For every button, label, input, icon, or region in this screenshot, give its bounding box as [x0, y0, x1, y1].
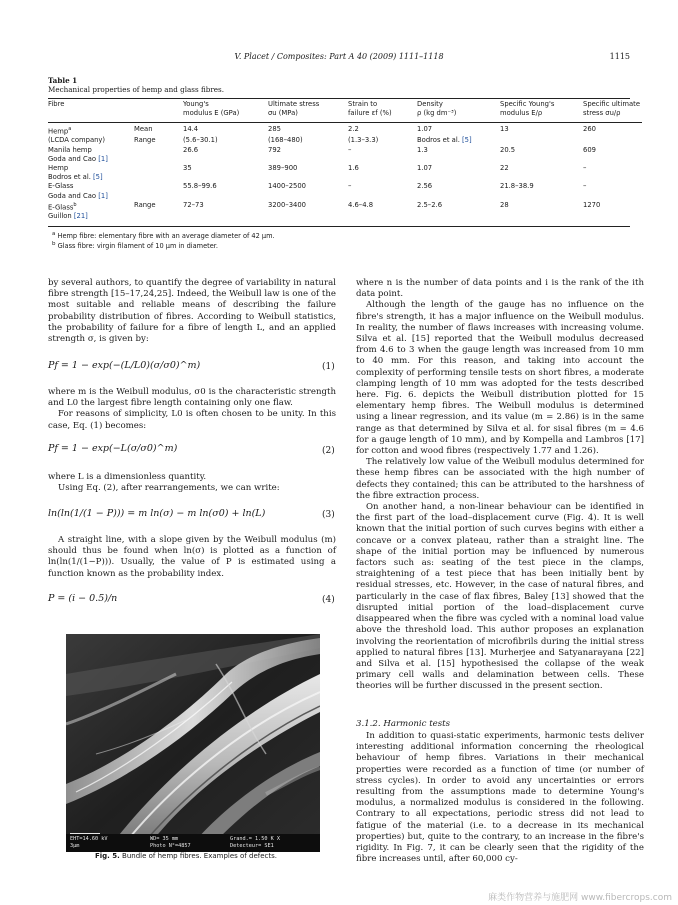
table-top-rule — [48, 98, 630, 99]
table-cell: 2.2 — [348, 125, 359, 133]
table-row — [48, 201, 642, 212]
table-cell: 1270 — [583, 200, 601, 209]
table-row — [48, 146, 642, 155]
sem-scale-bar — [70, 833, 100, 834]
table-cell: Bodros et al. [5] — [48, 173, 103, 182]
col-header-stat — [134, 100, 183, 122]
table-cell — [268, 192, 348, 201]
table-row — [48, 125, 642, 136]
table-cell — [500, 155, 583, 164]
table-cell: 22 — [500, 164, 509, 173]
table-cell — [417, 192, 500, 201]
table-row — [48, 164, 642, 173]
table-header-row — [48, 100, 642, 122]
right-column-lower — [356, 731, 644, 865]
table-cell: 609 — [583, 145, 596, 154]
table-cell — [268, 173, 348, 182]
table-cell: 2.5–2.6 — [417, 200, 443, 209]
left-paragraph-6: A straight line, with a slope given by the Weibull modulus (m) should thus be found when ln(σ) is plotted as a function of ln(ln(1/(1−P))). Usually, the value of P is estimated using a function known as the probability index. — [48, 535, 336, 579]
left-paragraph-1: by several authors, to quantify the degree of variability in natural fibre strength [15–17,24,25]. Indeed, the Weibull law is one of the most suitable and reliable means of describing the failure probability distribution of fibres. According to Weibull statistics, the probability of failure for a fibre of length L, and an applied strength σ, is given by: — [48, 278, 336, 345]
table-cell — [268, 212, 348, 221]
sem-info-left: EHT=14.60 kV 3μm — [70, 836, 108, 849]
table-cell: (1.3–3.3) — [348, 136, 379, 145]
table-row — [48, 192, 642, 201]
table-row — [48, 155, 642, 164]
table-cell: E-Glass$^b$ — [48, 201, 77, 212]
table-cell: 389–900 — [268, 164, 298, 173]
table-cell: Hemp — [48, 164, 69, 173]
sem-info-mid: WD= 35 mm Photo N°=4857 — [150, 836, 191, 849]
table-cell — [500, 173, 583, 182]
col-header-young: Young's modulus E (GPa) — [183, 100, 240, 118]
right-paragraph-4: On another hand, a non-linear behaviour can be identified in the first part of the load–displacement curve (Fig. 4). It is well known that the initial portion of such curves begins with either a concave or a convex plateau, rather than a straight line. The shape of the initial portion may be influenced by numerous factors such as: seating of the test piece in the clamps, straightening of a test piece that has been initially bent by residual stresses, etc. However, in the case of natural fibres, and particularly in the case of flax fibres, Baley [13] showed that the disrupted initial portion of the load–displacement curve disappeared when the fibre was cycled with a nominal load value above the threshold load. This author proposes an explanation involving the reorientation of microfibrils during the initial stress applied to natural fibres [13]. Murherjee and Satyanarayana [22] and Silva et al. [15] hypothesised the collapse of the weak primary cell walls and delamination between cells. These theories will be further discussed in the present section. — [356, 502, 644, 692]
table-cell: 3200–3400 — [268, 200, 306, 209]
table-cell — [500, 212, 583, 221]
left-paragraph-5: Using Eq. (2), after rearrangements, we can write: — [58, 483, 280, 494]
equation-4-number: (4) — [322, 595, 335, 605]
table-cell — [134, 155, 183, 164]
table-cell: 13 — [500, 125, 509, 133]
col-header-fibre: Fibre — [48, 100, 65, 108]
table-cell: Goda and Cao [1] — [48, 191, 108, 200]
table-cell — [134, 173, 183, 182]
table-cell: Range — [134, 200, 156, 209]
table-cell: 260 — [583, 125, 596, 133]
table-cell: – — [348, 182, 352, 191]
table-cell: – — [348, 145, 352, 154]
table-cell — [348, 192, 417, 201]
right-paragraph-5: In addition to quasi-static experiments, harmonic tests deliver interesting additional information concerning the rheological behaviour of hemp fibres. Variations in their mechanical properties were recorded as a function of time (or number of stress cycles). In order to avoid any uncertainties or errors resulting from the assumptions made to determine Young's modulus, a normalized modulus is considered in the following. Contrary to all expectations, periodic stress did not lead to fatigue of the material (i.e. to a decrease in its mechanical properties) but, quite to the contrary, to an increase in the fibre's rigidity. In Fig. 7, it can be clearly seen that the rigidity of the fibre increases until, after 60,000 cy- — [356, 731, 644, 865]
table-cell — [134, 182, 183, 191]
left-column-lower — [48, 535, 336, 580]
table-cell: Hemp$^a$ — [48, 126, 72, 136]
page-number: 1115 — [609, 52, 630, 61]
table-cell: 35 — [183, 164, 192, 173]
table-cell — [183, 212, 268, 221]
table-cell: 1.6 — [348, 164, 359, 173]
table-cell — [134, 212, 183, 221]
table-cell: 1.3 — [417, 145, 428, 154]
table-cell: 1400–2500 — [268, 182, 306, 191]
table-cell: Range — [134, 136, 156, 145]
figure-caption: Fig. 5. Bundle of hemp fibres. Examples of defects. — [94, 852, 278, 860]
table-cell: (LCDA company) — [48, 136, 106, 145]
table-cell — [348, 155, 417, 164]
table-cell: Goda and Cao [1] — [48, 154, 108, 163]
table-cell: 21.8–38.9 — [500, 182, 534, 191]
col-header-stress: Ultimate stress σu (MPa) — [268, 100, 320, 118]
equation-1-number: (1) — [322, 362, 335, 372]
running-title: V. Placet / Composites: Part A 40 (2009) 1111–1118 — [234, 52, 444, 61]
table-cell — [500, 136, 583, 145]
table-cell: E-Glass — [48, 182, 74, 191]
left-paragraph-4: where L is a dimensionless quantity. — [48, 472, 207, 482]
equation-1: Pf = 1 − exp(−(L/L0)(σ/σ0)^m) — [48, 360, 201, 371]
footnote-a: $^a$ Hemp fibre: elementary fibre with an average diameter of 42 μm. — [52, 231, 275, 241]
table-cell — [583, 192, 642, 201]
section-heading: 3.1.2. Harmonic tests — [356, 719, 451, 729]
equation-4: P = (i − 0.5)/n — [48, 593, 118, 604]
table-cell — [183, 173, 268, 182]
equation-2-number: (2) — [322, 446, 335, 456]
watermark: 麻类作物营养与施肥网 www.fibercrops.com — [488, 893, 672, 903]
table-cell: Manila hemp — [48, 145, 92, 154]
table-label: Table 1 — [48, 76, 78, 85]
table-cell: – — [583, 164, 587, 173]
table-cell: 55.8–99.6 — [183, 182, 217, 191]
table-cell — [348, 212, 417, 221]
table-cell — [268, 155, 348, 164]
table-cell: Mean — [134, 125, 153, 133]
hemp-fibre-bundle-image — [66, 634, 320, 852]
col-header-spec-stress: Specific ultimate stress σu/ρ — [583, 100, 640, 118]
table-cell — [500, 192, 583, 201]
table-caption: Mechanical properties of hemp and glass fibres. — [48, 85, 225, 94]
table-row — [48, 182, 642, 191]
table-cell: 28 — [500, 200, 509, 209]
table-cell — [583, 155, 642, 164]
left-paragraph-2: where m is the Weibull modulus, σ0 is the characteristic strength and L0 the largest fibre length containing only one flaw. — [48, 387, 336, 409]
table-cell: 72–73 — [183, 200, 204, 209]
table-bottom-rule — [48, 226, 630, 227]
table-row — [48, 173, 642, 182]
properties-table — [48, 100, 642, 222]
table-cell — [583, 173, 642, 182]
table-cell: – — [583, 182, 587, 191]
right-paragraph-1: where n is the number of data points and i is the rank of the ith data point. — [356, 278, 644, 300]
table-cell — [134, 164, 183, 173]
equation-3-number: (3) — [322, 510, 335, 520]
table-cell — [583, 136, 642, 145]
table-cell: 1.07 — [417, 125, 433, 133]
table-cell — [583, 212, 642, 221]
table-cell: 4.6–4.8 — [348, 200, 374, 209]
right-paragraph-2: Although the length of the gauge has no influence on the fibre's strength, it has a major influence on the Weibull modulus. In reality, the number of flaws increases with increasing volume. Silva et al. [15] reported that the Weibull modulus decreased from 4.6 to 3 when the gauge length was increased from 10 mm to 40 mm. For this reason, and taking into account the complexity of performing tensile tests on short fibres, a moderate clamping length of 10 mm was adopted for the tests described here. Fig. 6. depicts the Weibull distribution plotted for 15 elementary hemp fibres. The Weibull modulus is determined using a linear regression, and its value (m = 2.86) is in the same range as that determined by Silva et al. for sisal fibres (m = 4.6 for a gauge length of 10 mm), and by Kompella and Lambros [17] for cotton and wood fibres (respectively 1.77 and 1.26). — [356, 300, 644, 457]
table-cell: Guillon [21] — [48, 212, 88, 221]
col-header-density: Density ρ (kg dm⁻³) — [417, 100, 457, 118]
table-cell: (168–480) — [268, 136, 303, 145]
table-cell — [348, 173, 417, 182]
right-column — [356, 278, 644, 693]
col-header-strain: Strain to failure εf (%) — [348, 100, 392, 118]
table-cell — [134, 192, 183, 201]
right-paragraph-3: The relatively low value of the Weibull modulus determined for these hemp fibres can be associated with the high number of defects they contained; this can be attributed to the harshness of the fibre extraction process. — [356, 457, 644, 501]
table-cell — [417, 212, 500, 221]
table-row — [48, 212, 642, 221]
left-paragraph-3: For reasons of simplicity, L0 is often chosen to be unity. In this case, Eq. (1) becomes: — [48, 409, 336, 431]
table-cell — [417, 173, 500, 182]
table-cell: 26.6 — [183, 145, 199, 154]
table-cell: 1.07 — [417, 164, 433, 173]
equation-2: Pf = 1 − exp(−L(σ/σ0)^m) — [48, 443, 178, 454]
table-cell: 20.5 — [500, 145, 516, 154]
table-cell: (5.6–30.1) — [183, 136, 218, 145]
footnote-b: $^b$ Glass fibre: virgin filament of 10 μm in diameter. — [52, 241, 218, 251]
table-cell — [417, 155, 500, 164]
col-header-spec-young: Specific Young's modulus E/ρ — [500, 100, 555, 118]
table-row — [48, 136, 642, 145]
equation-3: ln(ln(1/(1 − P))) = m ln(σ) − m ln(σ0) + ln(L) — [48, 508, 266, 519]
left-column-mid — [48, 387, 336, 432]
left-column-mid2 — [48, 472, 336, 494]
table-cell — [134, 146, 183, 155]
table-cell: 792 — [268, 145, 281, 154]
table-cell: 285 — [268, 125, 281, 133]
sem-micrograph — [66, 634, 320, 852]
table-cell: 14.4 — [183, 125, 199, 133]
table-cell: 2.56 — [417, 182, 433, 191]
table-cell — [183, 192, 268, 201]
left-column — [48, 278, 336, 345]
sem-info-right: Grand.= 1.50 K X Detecteur= SE1 — [230, 836, 280, 849]
table-cell — [183, 155, 268, 164]
table-cell: Bodros et al. [5] — [417, 136, 472, 145]
